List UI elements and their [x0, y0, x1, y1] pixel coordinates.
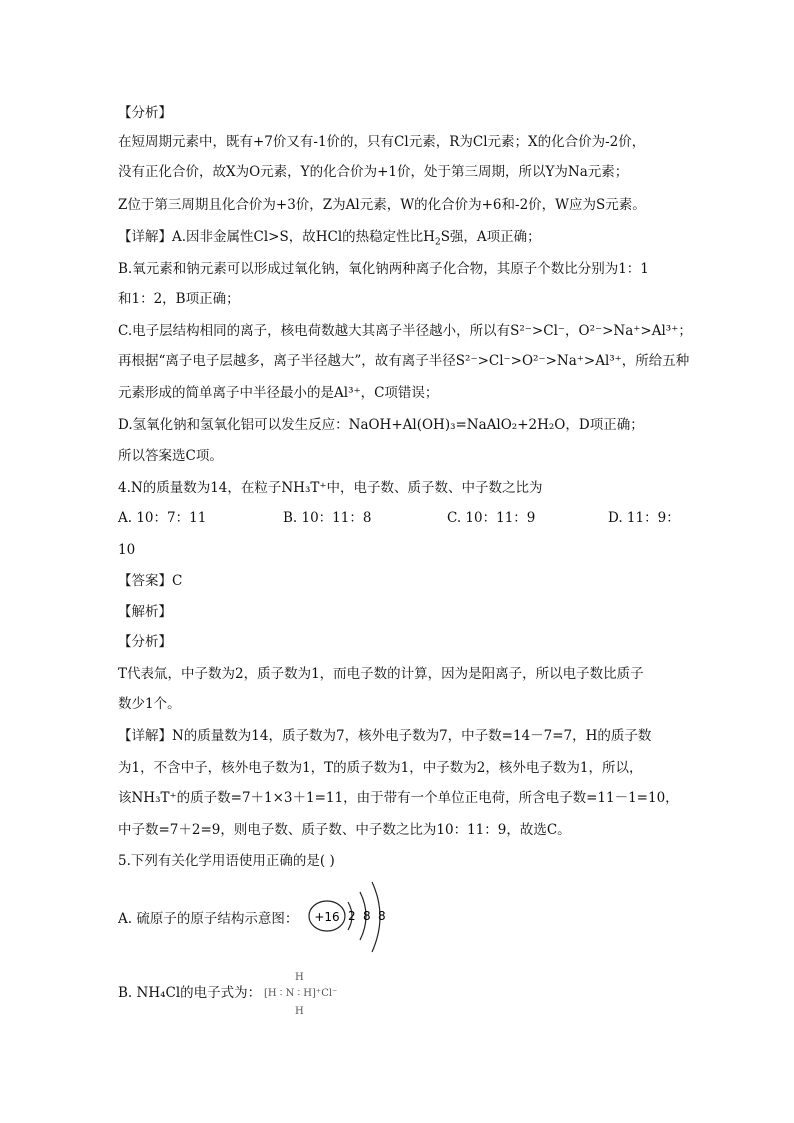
conclusion-line: 所以答案选C项。 [118, 448, 223, 464]
detail-line: 和1：2，B项正确； [118, 291, 240, 307]
detail-line: 中子数=7＋2=9，则电子数、质子数、中子数之比为10：11：9，故选C。 [118, 822, 571, 838]
detail-heading: 【详解】 [118, 229, 172, 245]
shell-3-count: 8 [378, 909, 386, 923]
detail-line: D.氢氧化钠和氢氧化铝可以发生反应：NaOH+Al(OH)₃=NaAlO₂+2H₂O，D项正确； [118, 417, 644, 433]
parse-heading: 【解析】 [118, 604, 172, 620]
detail-line: 元素形成的简单离子中半径最小的是Al³⁺，C项错误； [118, 385, 439, 401]
q4-option-a: A. 10：7：11 [118, 510, 207, 526]
q5-option-b: B. NH₄Cl的电子式为： [118, 985, 262, 1001]
q5-option-a: A. 硫原子的原子结构示意图： [118, 911, 299, 927]
formula-main: [H ∶ N ∶ H]⁺Cl⁻ [264, 988, 338, 999]
q4-option-c: C. 10：11：9 [447, 510, 536, 526]
analysis-line: T代表氚，中子数为2，质子数为1，而电子数的计算，因为是阳离子，所以电子数比质子 [118, 666, 644, 682]
nucleus-charge: +16 [314, 910, 340, 924]
detail-line: 【详解】N的质量数为14，质子数为7，核外电子数为7，中子数=14－7=7，H的质子数 [118, 728, 652, 744]
detail-line: 再根据“离子电子层越多，离子半径越大”，故有离子半径S²⁻>Cl⁻>O²⁻>Na⁺>Al³⁺，所给五种 [118, 353, 690, 369]
detail-line: 为1，不含中子，核外电子数为1，T的质子数为1，中子数为2，核外电子数为1，所以， [118, 760, 643, 776]
formula-top-h: H [295, 972, 304, 983]
analysis-heading: 【分析】 [118, 105, 172, 121]
q4-option-d-continued: 10 [118, 542, 136, 558]
analysis-heading: 【分析】 [118, 634, 172, 650]
analysis-line: Z位于第三周期且化合价为+3价，Z为Al元素，W的化合价为+6和-2价，W应为S元素。 [118, 197, 646, 213]
detail-line-a [118, 228, 541, 246]
analysis-line: 没有正化合价，故X为O元素，Y的化合价为+1价，处于第三周期，所以Y为Na元素； [118, 164, 629, 180]
answer-line: 【答案】C [118, 573, 183, 589]
analysis-line: 数少1个。 [118, 696, 181, 712]
electron-formula-diagram [262, 968, 372, 1018]
shell-1-count: 2 [348, 909, 356, 923]
q4-option-d: D. 11：9： [608, 510, 680, 526]
detail-line: C.电子层结构相同的离子，核电荷数越大其离子半径越小，所以有S²⁻>Cl⁻，O²⁻>Na⁺>Al³⁺； [118, 323, 692, 339]
analysis-line: 在短周期元素中，既有+7价又有-1价的，只有Cl元素，R为Cl元素；X的化合价为-2价， [118, 134, 646, 150]
question-4-stem: 4.N的质量数为14，在粒子NH₃T⁺中，电子数、质子数、中子数之比为 [118, 480, 543, 496]
formula-bottom-h: H [295, 1006, 304, 1017]
detail-a-text-end: S强，A项正确； [440, 229, 541, 245]
shell-2-count: 8 [363, 909, 371, 923]
detail-line: B.氧元素和钠元素可以形成过氧化钠，氧化钠两种离子化合物，其原子个数比分别为1：1 [118, 261, 649, 277]
detail-line: 该NH₃T⁺的质子数=7＋1×3＋1=11，由于带有一个单位正电荷，所含电子数=11－1=10， [118, 790, 679, 806]
atom-structure-diagram [308, 876, 398, 966]
detail-a-subscript: 2 [434, 237, 441, 248]
question-5-stem: 5.下列有关化学用语使用正确的是( ) [118, 853, 335, 869]
q4-option-b: B. 10：11：8 [283, 510, 372, 526]
detail-a-text: A.因非金属性Cl>S，故HCl的热稳定性比H [172, 229, 435, 245]
